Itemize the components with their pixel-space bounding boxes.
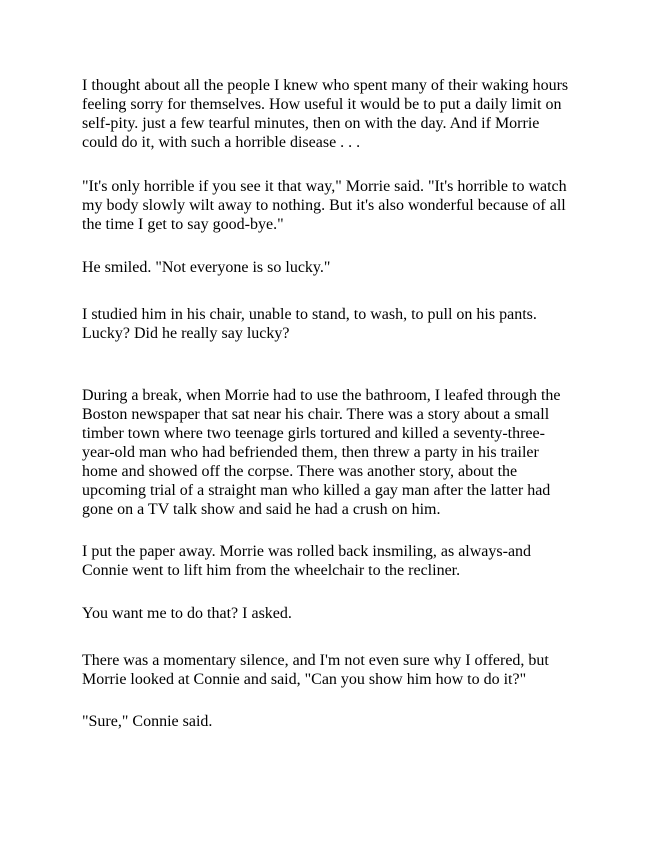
paragraph-studied-him: I studied him in his chair, unable to stand, to wash, to pull on his pants. Lucky? Did he really say lucky? <box>82 306 537 342</box>
paragraph-horrible-quote: "It's only horrible if you see it that way," Morrie said. "It's horrible to watch my body slowly wilt away to nothing. But it's also wonderful because of all the time I get to say good-bye." <box>82 178 567 233</box>
paragraph-you-want-me: You want me to do that? I asked. <box>82 605 292 622</box>
paragraph-newspaper: During a break, when Morrie had to use the bathroom, I leafed through the Boston newspaper that sat near his chair. There was a story about a small timber town where two teenage girls tortured and killed a seventy-three- year-old man who had befriended them, then threw a party in his trailer home and showed off the corpse. There was another story, about the upcoming trial of a straight man who killed a gay man after the latter had gone on a TV talk show and said he had a crush on him. <box>82 387 561 518</box>
paragraph-put-paper-away: I put the paper away. Morrie was rolled back insmiling, as always-and Connie went to lift him from the wheelchair to the recliner. <box>82 543 532 579</box>
paragraph-he-smiled: He smiled. "Not everyone is so lucky." <box>82 259 331 276</box>
paragraph-self-pity: I thought about all the people I knew who spent many of their waking hours feeling sorry for themselves. How useful it would be to put a daily limit on self-pity. just a few tearful minutes, then on with the day. And if Morrie could do it, with such a horrible disease . . . <box>82 77 569 151</box>
paragraph-momentary-silence: There was a momentary silence, and I'm not even sure why I offered, but Morrie looked at Connie and said, "Can you show him how to do it?" <box>82 652 549 688</box>
paragraph-connie-said: "Sure," Connie said. <box>82 713 213 730</box>
